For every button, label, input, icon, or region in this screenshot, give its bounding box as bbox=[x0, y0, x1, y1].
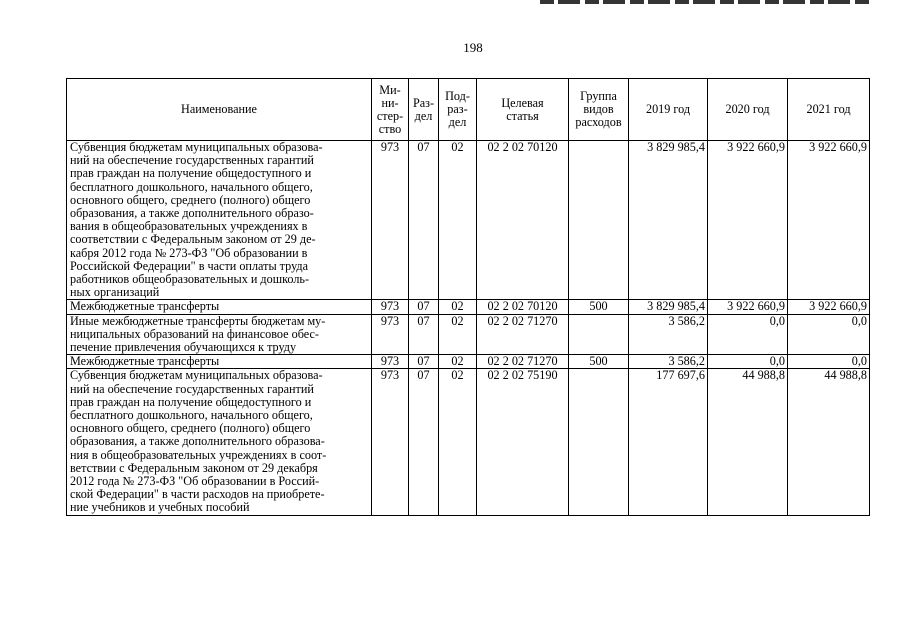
header-name: Наименование bbox=[67, 79, 372, 141]
row-section: 07 bbox=[409, 314, 439, 355]
row-ministry: 973 bbox=[372, 141, 409, 300]
row-2021: 3 922 660,9 bbox=[788, 141, 870, 300]
header-2019: 2019 год bbox=[629, 79, 708, 141]
row-2019: 3 586,2 bbox=[629, 314, 708, 355]
row-2020: 3 922 660,9 bbox=[708, 300, 788, 314]
row-subsection: 02 bbox=[439, 300, 477, 314]
row-ministry: 973 bbox=[372, 314, 409, 355]
header-2021: 2021 год bbox=[788, 79, 870, 141]
row-subsection: 02 bbox=[439, 369, 477, 515]
row-ministry: 973 bbox=[372, 369, 409, 515]
header-subsection: Под- раз- дел bbox=[439, 79, 477, 141]
row-subsection: 02 bbox=[439, 355, 477, 369]
table-row bbox=[67, 300, 870, 314]
table-row bbox=[67, 141, 870, 300]
table-row bbox=[67, 369, 870, 515]
row-2019: 3 586,2 bbox=[629, 355, 708, 369]
row-section: 07 bbox=[409, 300, 439, 314]
header-section: Раз- дел bbox=[409, 79, 439, 141]
header-group: Группа видов расходов bbox=[569, 79, 629, 141]
row-group bbox=[569, 141, 629, 300]
row-2020: 0,0 bbox=[708, 355, 788, 369]
row-target: 02 2 02 70120 bbox=[477, 300, 569, 314]
row-target: 02 2 02 71270 bbox=[477, 314, 569, 355]
header-2020: 2020 год bbox=[708, 79, 788, 141]
row-section: 07 bbox=[409, 369, 439, 515]
row-2021: 3 922 660,9 bbox=[788, 300, 870, 314]
header-ministry: Ми- ни- стер- ство bbox=[372, 79, 409, 141]
row-target: 02 2 02 75190 bbox=[477, 369, 569, 515]
row-group: 500 bbox=[569, 355, 629, 369]
row-group bbox=[569, 369, 629, 515]
row-2019: 177 697,6 bbox=[629, 369, 708, 515]
row-2020: 0,0 bbox=[708, 314, 788, 355]
row-target: 02 2 02 71270 bbox=[477, 355, 569, 369]
row-subsection: 02 bbox=[439, 141, 477, 300]
row-name: Межбюджетные трансферты bbox=[67, 300, 372, 314]
row-subsection: 02 bbox=[439, 314, 477, 355]
row-group bbox=[569, 314, 629, 355]
row-2021: 0,0 bbox=[788, 314, 870, 355]
row-name: Субвенция бюджетам муниципальных образова- ний на обеспечение государственных гарантий прав граждан на получение общедоступного и бесплатного дошкольного, начального общего, основного общего, среднего (полного) общего образования, а также дополнительного образо- вания в общеобразовательных учреждениях в соответствии с Федеральным законом от 29 де- кабря 2012 года № 273-ФЗ "Об образовании в Российской Федерации" в части оплаты труда работников общеобразовательных и дошколь- ных организаций bbox=[67, 141, 372, 300]
row-name: Межбюджетные трансферты bbox=[67, 355, 372, 369]
row-group: 500 bbox=[569, 300, 629, 314]
row-2021: 0,0 bbox=[788, 355, 870, 369]
table-row bbox=[67, 355, 870, 369]
row-section: 07 bbox=[409, 355, 439, 369]
row-2019: 3 829 985,4 bbox=[629, 141, 708, 300]
header-target: Целевая статья bbox=[477, 79, 569, 141]
row-ministry: 973 bbox=[372, 300, 409, 314]
row-ministry: 973 bbox=[372, 355, 409, 369]
row-name: Субвенция бюджетам муниципальных образова- ний на обеспечение государственных гарантий прав граждан на получение общедоступного и бесплатного дошкольного, начального общего, основного общего, среднего (полного) общего образования, а также дополнительного образова- ния в общеобразовательных учреждениях в соот- ветствии с Федеральным законом от 29 декабря 2012 года № 273-ФЗ "Об образовании в Россий- ской Федерации" в части расходов на приобрете- ние учебников и учебных пособий bbox=[67, 369, 372, 515]
row-2020: 44 988,8 bbox=[708, 369, 788, 515]
row-target: 02 2 02 70120 bbox=[477, 141, 569, 300]
page-number: 198 bbox=[463, 40, 483, 55]
row-section: 07 bbox=[409, 141, 439, 300]
table-row bbox=[67, 314, 870, 355]
row-name: Иные межбюджетные трансферты бюджетам му- ниципальных образований на финансовое обес- печение привлечения обучающихся к труду bbox=[67, 314, 372, 355]
row-2019: 3 829 985,4 bbox=[629, 300, 708, 314]
row-2021: 44 988,8 bbox=[788, 369, 870, 515]
budget-table bbox=[66, 78, 870, 516]
scan-artifact bbox=[540, 0, 870, 4]
row-2020: 3 922 660,9 bbox=[708, 141, 788, 300]
header-row bbox=[67, 79, 870, 141]
